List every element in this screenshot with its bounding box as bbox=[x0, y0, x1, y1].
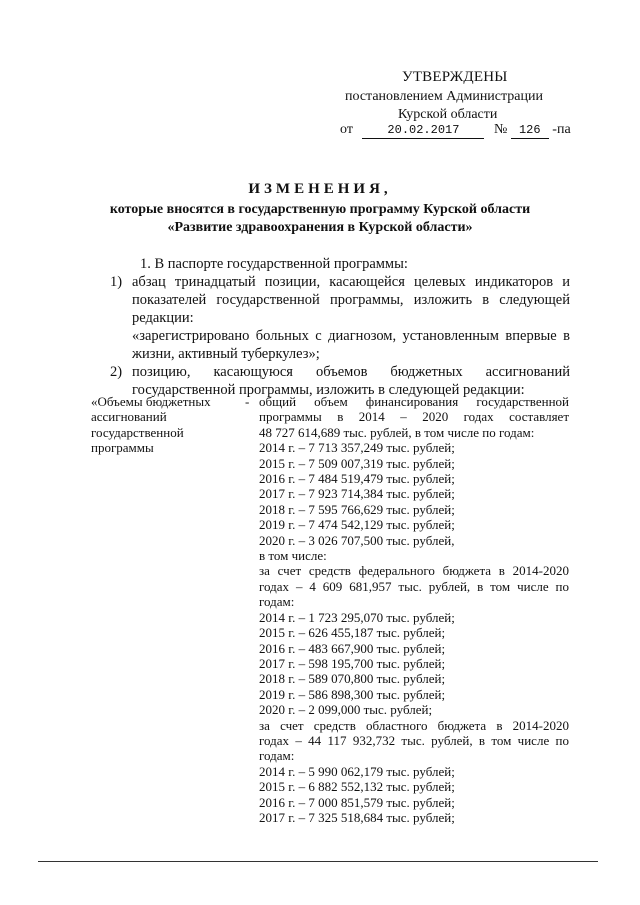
table-left-line: государственной bbox=[91, 424, 184, 440]
table-right-line: программы в 2014 – 2020 годах составляет bbox=[259, 409, 569, 425]
table-right-line: за счет средств федерального бюджета в 2014-2020 bbox=[259, 563, 569, 579]
table-right-line: 2018 г. – 589 070,800 тыс. рублей; bbox=[259, 671, 446, 687]
approval-line-2: Курской области bbox=[398, 107, 498, 122]
table-right-line: годам: bbox=[259, 748, 295, 764]
table-right-line: 2019 г. – 7 474 542,129 тыс. рублей; bbox=[259, 517, 455, 533]
approval-title: УТВЕРЖДЕНЫ bbox=[402, 69, 508, 85]
table-right-line: 2015 г. – 626 455,187 тыс. рублей; bbox=[259, 625, 446, 641]
section-1-heading: 1. В паспорте государственной программы: bbox=[140, 256, 408, 272]
table-right-line: годам: bbox=[259, 594, 295, 610]
document-subtitle-2: «Развитие здравоохранения в Курской области» bbox=[167, 220, 473, 235]
table-right-line: 2016 г. – 7 000 851,579 тыс. рублей; bbox=[259, 794, 455, 810]
document-subtitle-1: которые вносятся в государственную программу Курской области bbox=[109, 202, 531, 217]
item-2-number: 2) bbox=[110, 364, 123, 380]
item-1-line-2: показателей государственной программы, изложить в следующей bbox=[132, 292, 570, 308]
table-right-line: в том числе: bbox=[259, 548, 327, 564]
page-bottom-rule bbox=[38, 861, 598, 862]
approval-suffix: -па bbox=[552, 122, 571, 137]
table-right-line: годах – 4 609 681,957 тыс. рублей, в том числе по bbox=[259, 578, 569, 594]
item-1-line-1: абзац тринадцатый позиции, касающейся целевых индикаторов и bbox=[132, 274, 570, 290]
item-1-quote-1: «зарегистрировано больных с диагнозом, установленным впервые в bbox=[132, 328, 570, 344]
item-2-line-1: позицию, касающуюся объемов бюджетных ассигнований bbox=[132, 364, 570, 380]
item-1-number: 1) bbox=[110, 274, 123, 290]
approval-date-row bbox=[340, 122, 571, 139]
item-2-line-2: государственной программы, изложить в следующей редакции: bbox=[132, 382, 525, 398]
table-right-line: 2017 г. – 7 325 518,684 тыс. рублей; bbox=[259, 809, 455, 825]
table-right-line: 2015 г. – 7 509 007,319 тыс. рублей; bbox=[259, 455, 455, 471]
table-right-line: 2014 г. – 5 990 062,179 тыс. рублей; bbox=[259, 763, 455, 779]
table-left-line: «Объемы бюджетных bbox=[91, 394, 211, 409]
table-right-line: 2018 г. – 7 595 766,629 тыс. рублей; bbox=[259, 501, 455, 517]
table-left-cell bbox=[91, 394, 211, 456]
table-right-line: 48 727 614,689 тыс. рублей, в том числе по годам: bbox=[259, 424, 535, 440]
table-right-line: общий объем финансирования государственной bbox=[259, 394, 569, 409]
table-right-line: годах – 44 117 932,732 тыс. рублей, в том числе по bbox=[259, 732, 569, 748]
item-1-quote-2: жизни, активный туберкулез»; bbox=[132, 346, 320, 362]
table-right-cell bbox=[259, 394, 569, 825]
table-right-line: 2014 г. – 1 723 295,070 тыс. рублей; bbox=[259, 609, 455, 625]
item-1-line-3: редакции: bbox=[132, 310, 194, 326]
table-right-line: 2017 г. – 7 923 714,384 тыс. рублей; bbox=[259, 486, 455, 502]
table-left-line: ассигнований bbox=[91, 409, 167, 425]
table-right-line: 2019 г. – 586 898,300 тыс. рублей; bbox=[259, 686, 446, 702]
table-right-line: 2020 г. – 3 026 707,500 тыс. рублей, bbox=[259, 532, 455, 548]
table-right-line: 2016 г. – 7 484 519,479 тыс. рублей; bbox=[259, 471, 455, 487]
table-right-line: 2016 г. – 483 667,900 тыс. рублей; bbox=[259, 640, 446, 656]
table-right-line: 2015 г. – 6 882 552,132 тыс. рублей; bbox=[259, 779, 455, 795]
from-label: от bbox=[340, 122, 353, 137]
approval-number: 126 bbox=[511, 122, 549, 139]
table-dash: - bbox=[245, 394, 250, 409]
approval-line-1: постановлением Администрации bbox=[345, 89, 543, 104]
document-title: ИЗМЕНЕНИЯ, bbox=[248, 181, 392, 197]
number-label: № bbox=[493, 122, 508, 137]
table-right-line: 2014 г. – 7 713 357,249 тыс. рублей; bbox=[259, 440, 455, 456]
table-left-line: программы bbox=[91, 440, 154, 456]
table-right-line: за счет средств областного бюджета в 2014-2020 bbox=[259, 717, 569, 733]
table-right-line: 2017 г. – 598 195,700 тыс. рублей; bbox=[259, 655, 446, 671]
table-right-line: 2020 г. – 2 099,000 тыс. рублей; bbox=[259, 702, 433, 718]
approval-date: 20.02.2017 bbox=[362, 122, 484, 139]
